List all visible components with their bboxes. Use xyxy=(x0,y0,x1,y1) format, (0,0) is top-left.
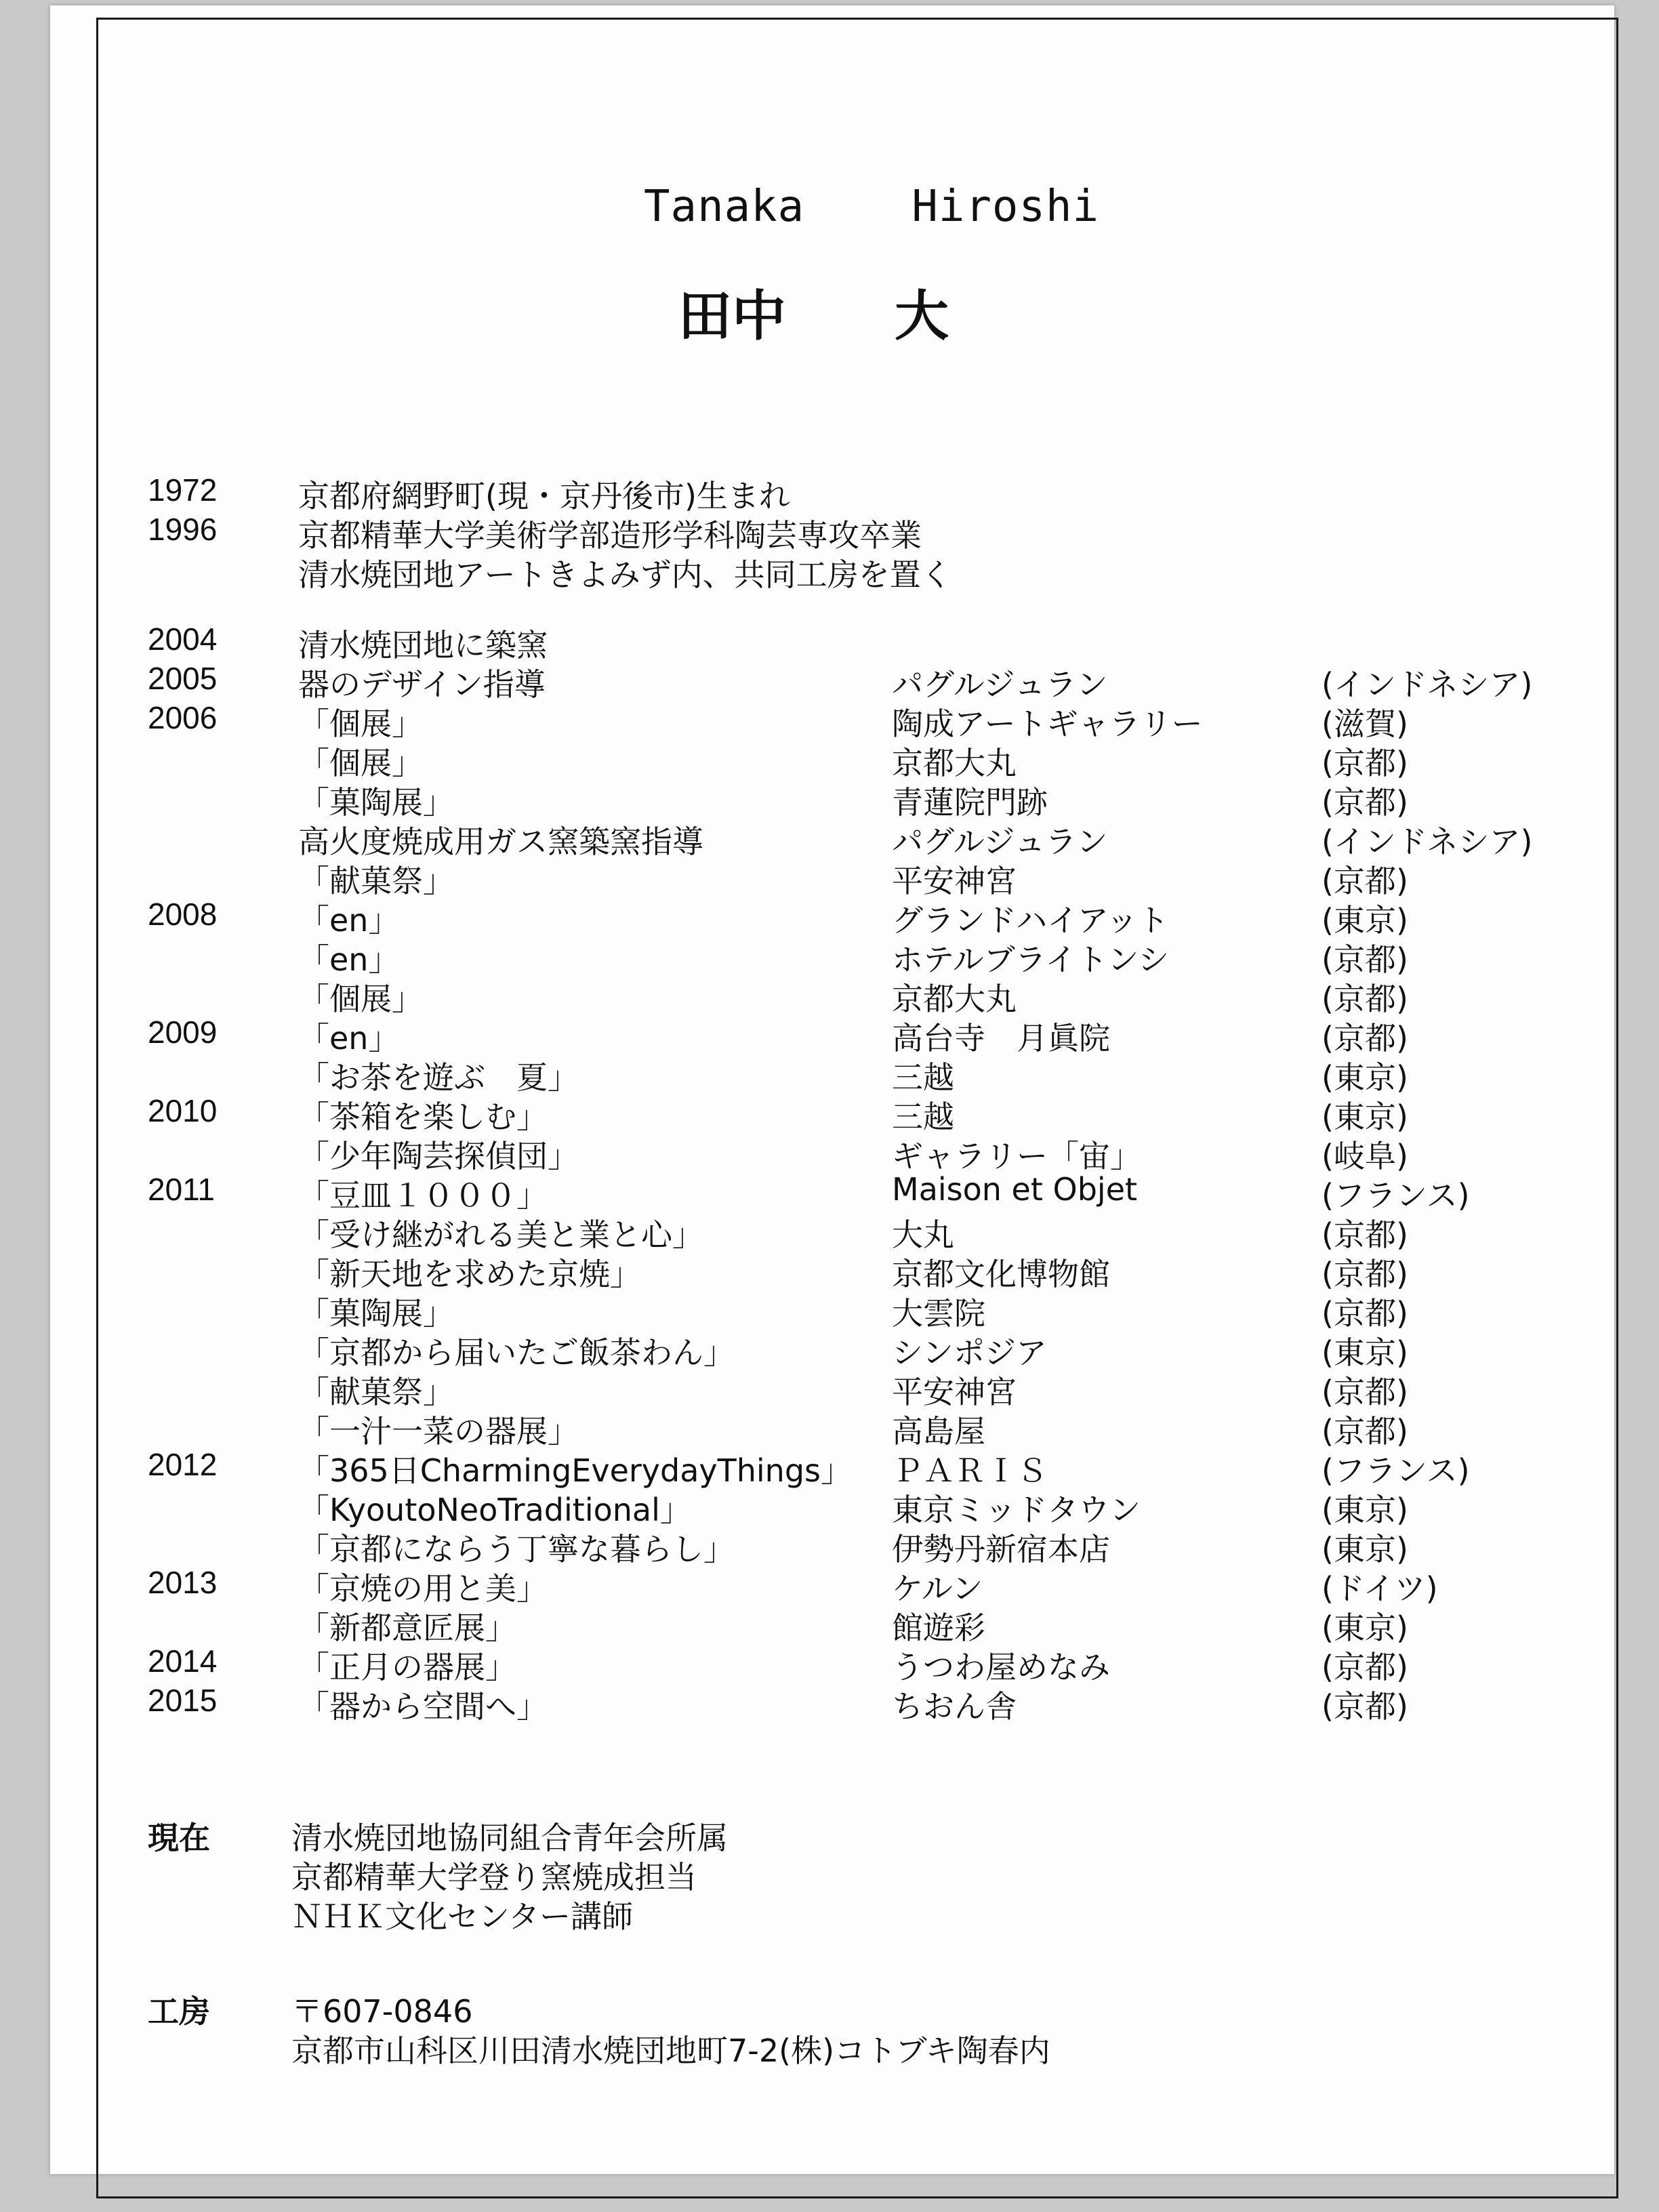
history-event: 「個展」 xyxy=(298,981,423,1017)
history-venue: 陶成アートギャラリー xyxy=(892,705,1203,742)
history-row xyxy=(0,1407,1659,1450)
history-location: (フランス) xyxy=(1322,1452,1470,1489)
history-venue: 伊勢丹新宿本店 xyxy=(892,1531,1110,1568)
history-row xyxy=(0,550,1659,593)
history-row xyxy=(0,511,1659,554)
history-event: 「一汁一菜の器展」 xyxy=(298,1413,579,1450)
history-year: 1972 xyxy=(148,472,218,508)
history-event: 「器から空間へ」 xyxy=(298,1688,548,1725)
history-year: 2009 xyxy=(148,1015,218,1050)
history-venue: 館遊彩 xyxy=(892,1610,985,1646)
history-venue: ケルン xyxy=(892,1570,983,1607)
history-location: (インドネシア) xyxy=(1322,823,1533,860)
history-row xyxy=(0,1525,1659,1568)
history-row xyxy=(0,1250,1659,1292)
history-row xyxy=(0,896,1659,939)
history-location: (インドネシア) xyxy=(1322,666,1533,703)
history-venue: シンポジア xyxy=(892,1334,1047,1371)
history-location: (東京) xyxy=(1322,1334,1408,1371)
history-venue: 青蓮院門跡 xyxy=(892,784,1048,821)
history-event: 「en」 xyxy=(298,902,400,939)
history-event: 「茶箱を楽しむ」 xyxy=(298,1099,548,1135)
history-year: 2006 xyxy=(148,700,218,735)
history-venue: 大雲院 xyxy=(892,1295,985,1332)
history-venue: ちおん舎 xyxy=(892,1688,1017,1725)
history-event: 「新天地を求めた京焼」 xyxy=(298,1256,641,1292)
history-venue: 大丸 xyxy=(892,1216,954,1253)
history-location: (京都) xyxy=(1322,1413,1408,1450)
history-event: 「個展」 xyxy=(298,705,423,742)
history-event: 「お茶を遊ぶ 夏」 xyxy=(298,1059,579,1096)
history-year: 2010 xyxy=(148,1093,218,1128)
history-venue: 平安神宮 xyxy=(892,863,1017,899)
current-line: 京都精華大学登り窯焼成担当 xyxy=(291,1859,697,1896)
name-english: Tanaka Hiroshi xyxy=(644,182,1100,232)
history-location: (東京) xyxy=(1322,1099,1408,1135)
history-row xyxy=(0,817,1659,860)
history-location: (京都) xyxy=(1322,1649,1408,1685)
history-location: (滋賀) xyxy=(1322,705,1408,742)
history-row xyxy=(0,935,1659,978)
history-row xyxy=(0,739,1659,781)
history-row xyxy=(0,1682,1659,1725)
history-row xyxy=(0,1210,1659,1253)
name-japanese: 田中 大 xyxy=(678,285,949,348)
history-location: (東京) xyxy=(1322,1610,1408,1646)
history-year: 2008 xyxy=(148,897,218,932)
history-event: 清水焼団地に築窯 xyxy=(298,627,548,663)
history-location: (京都) xyxy=(1322,981,1408,1017)
history-location: (岐阜) xyxy=(1322,1138,1408,1174)
history-row xyxy=(0,975,1659,1017)
history-location: (東京) xyxy=(1322,902,1408,939)
history-row xyxy=(0,1603,1659,1646)
history-row xyxy=(0,472,1659,514)
studio-label: 工房 xyxy=(148,1993,210,2030)
studio-line: 〒607-0846 xyxy=(291,1993,473,2030)
history-venue: うつわ屋めなみ xyxy=(892,1649,1110,1685)
current-label: 現在 xyxy=(148,1820,210,1856)
history-event: 京都精華大学美術学部造形学科陶芸専攻卒業 xyxy=(298,517,922,554)
history-event: 「京都から届いたご飯茶わん」 xyxy=(298,1334,735,1371)
history-venue: パグルジュラン xyxy=(892,666,1108,703)
history-venue: Maison et Objet xyxy=(892,1171,1138,1208)
history-location: (京都) xyxy=(1322,941,1408,978)
history-event: 「受け継がれる美と業と心」 xyxy=(298,1216,703,1253)
history-location: (京都) xyxy=(1322,784,1408,821)
history-row xyxy=(0,1446,1659,1489)
history-event: 「京焼の用と美」 xyxy=(298,1570,548,1607)
history-year: 2011 xyxy=(148,1172,215,1207)
history-event: 「365日CharmingEverydayThings」 xyxy=(298,1452,852,1489)
history-venue: ホテルブライトンシ xyxy=(892,941,1170,978)
history-venue: 平安神宮 xyxy=(892,1374,1017,1410)
studio-line: 京都市山科区川田清水焼団地町7-2(株)コトブキ陶春内 xyxy=(291,2032,1050,2069)
history-location: (京都) xyxy=(1322,1374,1408,1410)
history-venue: 三越 xyxy=(892,1099,954,1135)
history-year: 2013 xyxy=(148,1565,218,1600)
history-row xyxy=(0,1486,1659,1528)
history-row xyxy=(0,1132,1659,1174)
history-row xyxy=(0,1564,1659,1607)
history-venue: 三越 xyxy=(892,1059,954,1096)
history-row xyxy=(0,1368,1659,1410)
history-location: (フランス) xyxy=(1322,1177,1470,1214)
history-location: (京都) xyxy=(1322,1020,1408,1057)
history-event: 「豆皿１０００」 xyxy=(298,1177,548,1214)
history-venue: 高台寺 月眞院 xyxy=(892,1020,1110,1057)
history-venue: 高島屋 xyxy=(892,1413,985,1450)
history-event: 「新都意匠展」 xyxy=(298,1610,516,1646)
history-year: 2012 xyxy=(148,1447,218,1482)
history-event: 「献菓祭」 xyxy=(298,863,454,899)
history-row xyxy=(0,1289,1659,1332)
history-location: (京都) xyxy=(1322,1216,1408,1253)
history-row xyxy=(0,1328,1659,1371)
history-year: 1996 xyxy=(148,512,218,547)
history-row xyxy=(0,699,1659,742)
history-venue: 東京ミッドタウン xyxy=(892,1492,1141,1528)
history-venue: 京都大丸 xyxy=(892,745,1017,781)
history-location: (東京) xyxy=(1322,1492,1408,1528)
history-event: 「en」 xyxy=(298,941,400,978)
history-year: 2015 xyxy=(148,1683,218,1718)
history-event: 「en」 xyxy=(298,1020,400,1057)
history-event: 「KyoutoNeoTraditional」 xyxy=(298,1492,691,1528)
history-row xyxy=(0,1092,1659,1135)
history-event: 京都府網野町(現・京丹後市)生まれ xyxy=(298,478,790,514)
history-venue: 京都文化博物館 xyxy=(892,1256,1110,1292)
history-year: 2014 xyxy=(148,1643,218,1679)
history-year: 2004 xyxy=(148,621,218,657)
history-year: 2005 xyxy=(148,661,218,696)
current-line: ＮＨＫ文化センター講師 xyxy=(291,1898,634,1935)
history-venue: ギャラリー「宙」 xyxy=(892,1138,1141,1174)
history-location: (京都) xyxy=(1322,1256,1408,1292)
history-venue: パグルジュラン xyxy=(892,823,1108,860)
history-row xyxy=(0,1053,1659,1096)
history-location: (京都) xyxy=(1322,1688,1408,1725)
history-row xyxy=(0,660,1659,703)
history-venue: 京都大丸 xyxy=(892,981,1017,1017)
history-location: (東京) xyxy=(1322,1059,1408,1096)
history-event: 「少年陶芸探偵団」 xyxy=(298,1138,579,1174)
history-venue: ＰＡＲＩＳ xyxy=(892,1452,1048,1489)
history-row xyxy=(0,1014,1659,1057)
history-location: (東京) xyxy=(1322,1531,1408,1568)
history-event: 「個展」 xyxy=(298,745,423,781)
history-location: (ドイツ) xyxy=(1322,1570,1438,1607)
history-row xyxy=(0,621,1659,663)
history-event: 「献菓祭」 xyxy=(298,1374,454,1410)
history-event: 「正月の器展」 xyxy=(298,1649,516,1685)
history-event: 「菓陶展」 xyxy=(298,784,454,821)
history-event: 「菓陶展」 xyxy=(298,1295,454,1332)
history-row xyxy=(0,1171,1659,1214)
history-row xyxy=(0,857,1659,899)
history-location: (京都) xyxy=(1322,1295,1408,1332)
history-event: 清水焼団地アートきよみず内、共同工房を置く xyxy=(298,556,952,593)
history-row xyxy=(0,778,1659,821)
history-event: 「京都にならう丁寧な暮らし」 xyxy=(298,1531,735,1568)
history-location: (京都) xyxy=(1322,863,1408,899)
history-event: 器のデザイン指導 xyxy=(298,666,546,703)
current-line: 清水焼団地協同組合青年会所属 xyxy=(291,1820,728,1856)
history-location: (京都) xyxy=(1322,745,1408,781)
history-event: 高火度焼成用ガス窯築窯指導 xyxy=(298,823,703,860)
history-venue: グランドハイアット xyxy=(892,902,1169,939)
history-row xyxy=(0,1643,1659,1685)
